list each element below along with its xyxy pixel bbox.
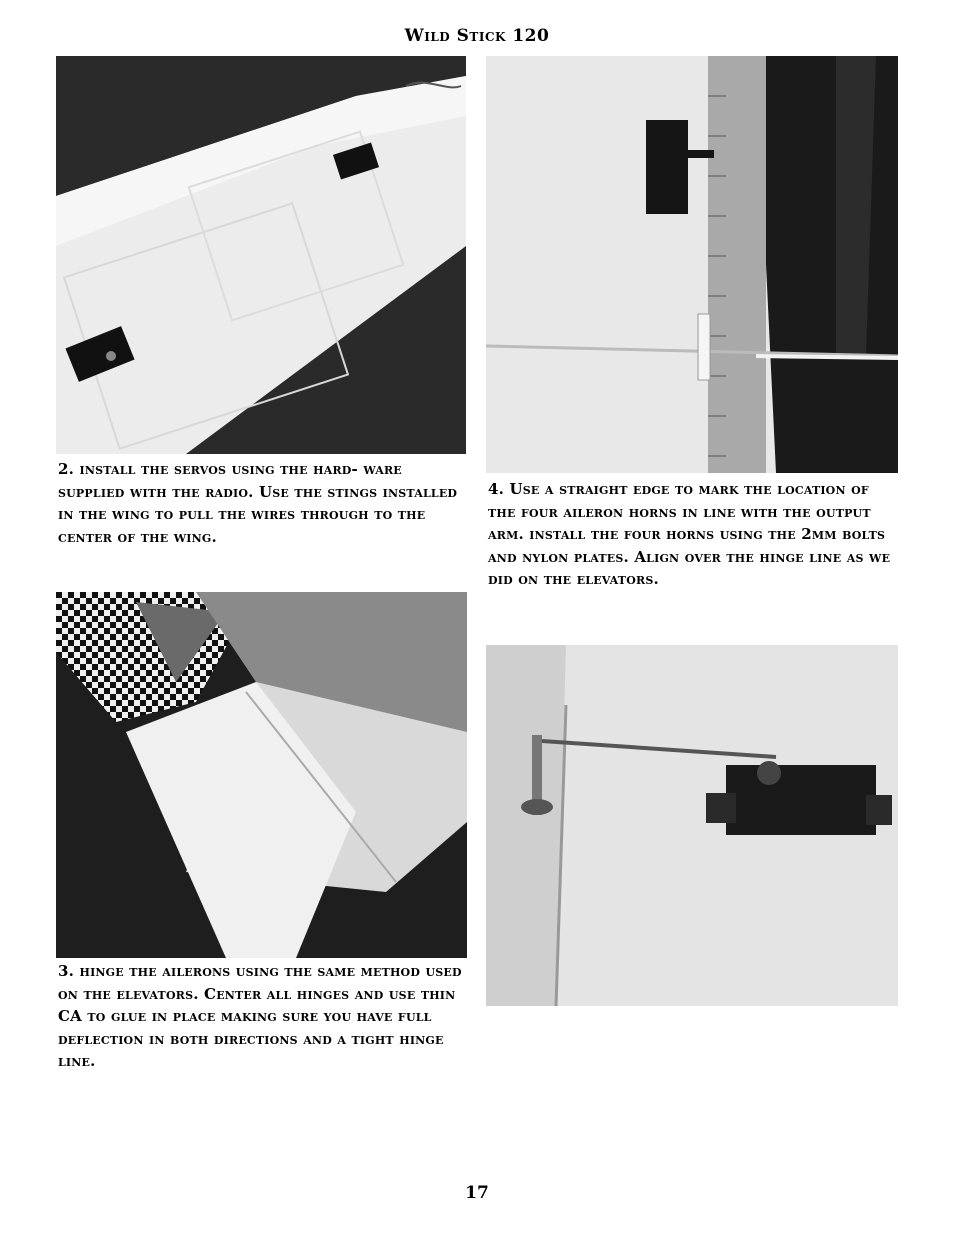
photo-aileron-linkage <box>486 645 898 1006</box>
photo-ruler-servo <box>486 56 898 473</box>
photo-aileron-hinge <box>56 592 467 958</box>
running-header: Wild Stick 120 <box>404 26 550 46</box>
step-2-caption: 2. install the servos using the hard- ware supplied with the radio. Use the stings installed in the wing to pull the wires through to the center of the wing. <box>58 460 458 546</box>
photo-wing-servos <box>56 56 466 454</box>
page-number: 17 <box>465 1183 489 1203</box>
step-4-caption: 4. Use a straight edge to mark the location of the four aileron horns in line with the output arm. install the four horns using the 2mm bolts and nylon plates. Align over the hinge line as we did on the elevators. <box>488 480 891 588</box>
step-3-caption: 3. hinge the ailerons using the same method used on the elevators. Center all hinges and use thin CA to glue in place making sure you have full deflection in both directions and a tight hinge line. <box>58 962 462 1070</box>
